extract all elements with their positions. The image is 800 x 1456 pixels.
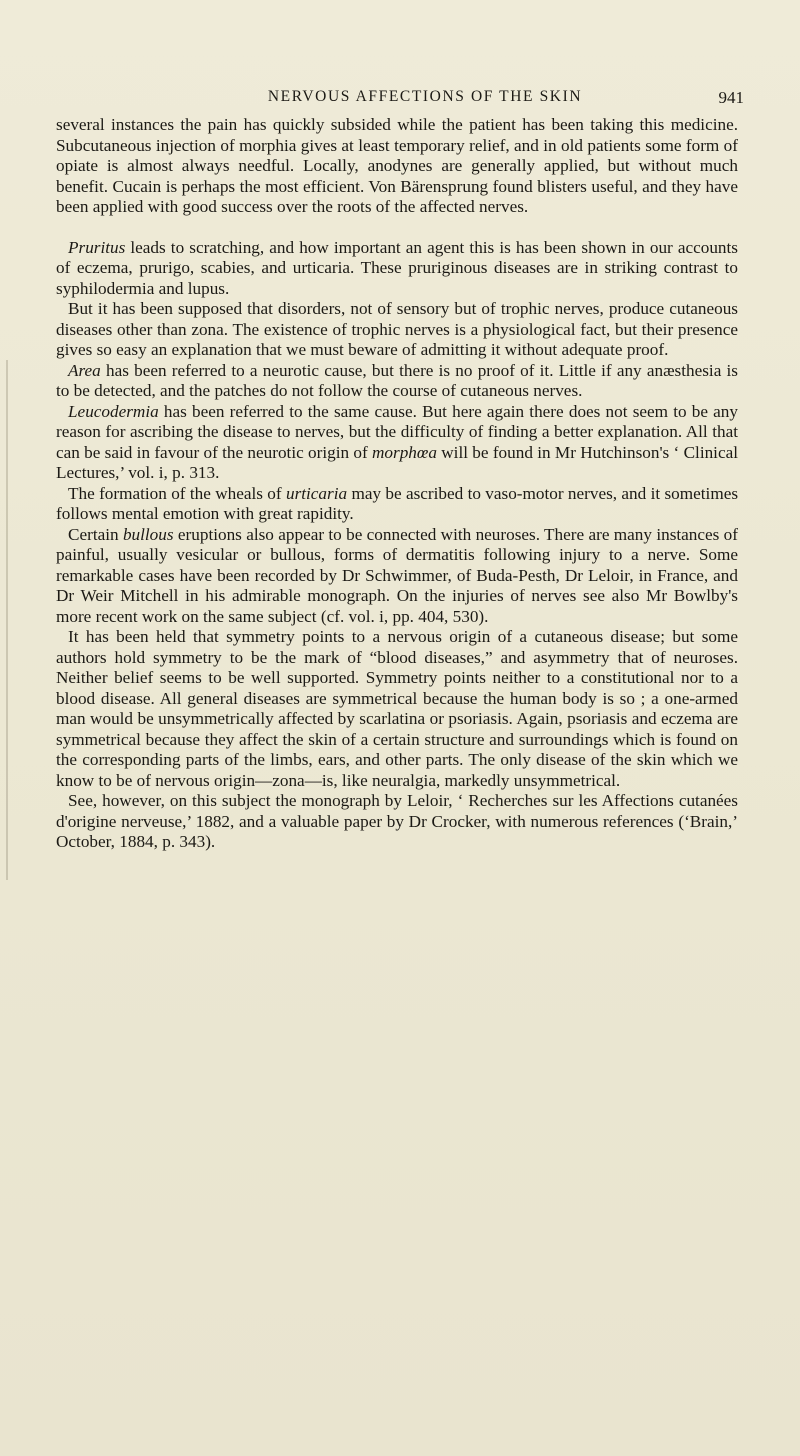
text-run: has been referred to the same cause. But here again there does not seem to be any reason for ascribing the disease to nerves, but the difficulty of finding a better explanation. All that can be said in favour of the neurotic origin of [56, 401, 738, 462]
text-run: Certain [68, 524, 123, 544]
italic-term: Leucodermia [68, 401, 159, 421]
italic-term: urticaria [285, 483, 348, 503]
text-run: See, however, on this subject the monograph by Leloir, ‘ Recherches sur les Affections cutanées d'origine nerveuse,’ 1882, and a valuable paper by Dr Crocker, with numerous references (‘Brain,’ October, 1884, p. 343). [56, 791, 738, 851]
page-edge-shadow [6, 360, 8, 880]
italic-term: bullous [122, 524, 174, 544]
paragraph [56, 791, 738, 853]
text-run: has been referred to a neurotic cause, but there is no proof of it. Little if any anæsthesia is to be detected, and the patches do not follow the course of cutaneous nerves. [56, 360, 738, 400]
text-run: But it has been supposed that disorders, not of sensory but of trophic nerves, produce cutaneous diseases other than zona. The existence of trophic nerves is a physiological fact, but their presence gives so easy an explanation that we must beware of admitting it without adequate proof. [56, 299, 738, 359]
italic-term: morphœa [372, 442, 437, 462]
paragraph [56, 525, 738, 628]
text-run: eruptions also appear to be connected with neuroses. There are many instances of painful, usually vesicular or bullous, forms of dermatitis following injury to a nerve. Some remarkable cases have been recorded by Dr Schwimmer, of Buda-Pesth, Dr Leloir, in France, and Dr Weir Mitchell in his admirable monograph. On the injuries of nerves see also Mr Bowlby's more recent work on the same subject (cf. vol. i, pp. 404, 530). [56, 524, 738, 626]
paragraph [56, 299, 738, 361]
paragraph [56, 484, 738, 525]
text-run: several instances the pain has quickly subsided while the patient has been taking this medicine. Subcutaneous injection of morphia gives at least temporary relief, and in old patients some form of opiate is almost always needful. Locally, anodynes are generally applied, but without much benefit. Cucain is perhaps the most efficient. Von Bärensprung found blisters useful, and they have been applied with good success over the roots of the affected nerves. [56, 115, 738, 216]
italic-term: Area [68, 360, 101, 380]
italic-term: Pruritus [68, 237, 126, 257]
text-run: will be found in Mr Hutchinson's ‘ Clinical Lectures,’ vol. i, p. 313. [56, 442, 738, 482]
body-text [56, 115, 738, 853]
text-run: It has been held that symmetry points to a nervous origin of a cutaneous disease; but some authors hold symmetry to be the mark of “blood diseases,” and asymmetry that of neuroses. Neither belief seems to be well supported. Symmetry points neither to a constitutional nor to a blood disease. All general diseases are symmetrical because the human body is so ; a one-armed man would be unsymmetrically affected by scarlatina or psoriasis. Again, psoriasis and eczema are symmetrical because they affect the skin of a certain structure and surroundings which is found on the corresponding parts of the limbs, ears, and other parts. The only disease of the skin which we know to be of nervous origin—zona—is, like neuralgia, markedly unsymmetrical. [56, 627, 738, 790]
paragraph [56, 627, 738, 791]
paragraph [56, 238, 738, 300]
text-run: The formation of the wheals of [68, 483, 286, 503]
paragraph [56, 115, 738, 218]
text-run: leads to scratching, and how important an agent this is has been shown in our accounts of eczema, prurigo, scabies, and urticaria. These pruriginous diseases are in striking contrast to syphilodermia and lupus. [56, 237, 738, 298]
page-number: 941 [718, 88, 744, 107]
text-run: may be ascribed to vaso-motor nerves, and it sometimes follows mental emotion with great rapidity. [56, 483, 739, 523]
paragraph [56, 402, 738, 484]
running-head [64, 88, 744, 110]
paragraph [56, 361, 738, 402]
running-title: NERVOUS AFFECTIONS OF THE SKIN [267, 88, 583, 105]
